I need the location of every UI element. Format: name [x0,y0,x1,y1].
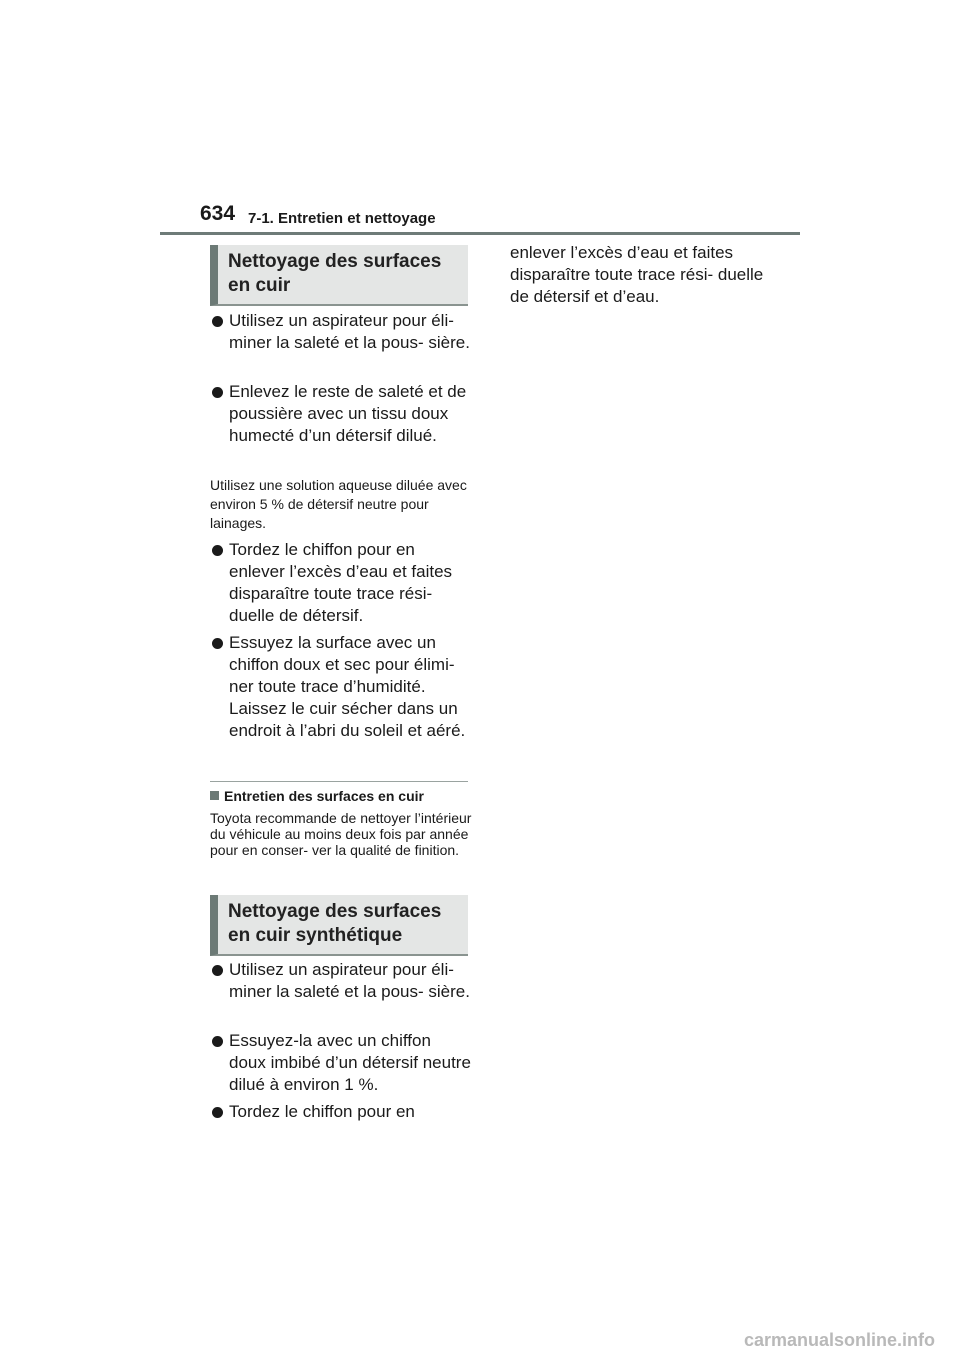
leather-bullet-1: Utilisez un aspirateur pour éli- miner la saleté et la pous- sière. [210,310,472,354]
heading-synthetic-leather-cleaning: Nettoyage des surfaces en cuir synthétique [210,895,468,956]
leather-bullet-3: Tordez le chiffon pour en enlever l’excès d’eau et faites disparaître toute trace rési- duelle de détersif. [210,539,472,627]
bullet-dot [212,1107,223,1118]
maintenance-body: Toyota recommande de nettoyer l’intérieur du véhicule au moins deux fois par année pour en conser- ver la qualité de finition. [210,810,472,858]
synthetic-bullet-3: Tordez le chiffon pour en [210,1101,472,1123]
heading-leather-cleaning: Nettoyage des surfaces en cuir [210,245,468,306]
synthetic-bullet-1: Utilisez un aspirateur pour éli- miner la saleté et la pous- sière. [210,959,472,1003]
leather-note: Utilisez une solution aqueuse diluée avec environ 5 % de détersif neutre pour lainages. [210,477,467,531]
synthetic-continuation: enlever l’excès d’eau et faites disparaître toute trace rési- duelle de détersif et d’eau. [510,243,764,306]
square-bullet-icon [210,791,219,800]
bullet-dot [212,638,223,649]
subsection-rule [210,781,468,782]
synthetic-bullet-2: Essuyez-la avec un chiffon doux imbibé d’un détersif neutre dilué à environ 1 %. [210,1030,472,1096]
leather-bullet-4: Essuyez la surface avec un chiffon doux et sec pour élimi- ner toute trace d’humidité. Laissez le cuir sécher dans un endroit à l’abri du soleil et aéré. [210,632,472,742]
bullet-dot [212,1036,223,1047]
bullet-dot [212,387,223,398]
subheading-leather-maintenance: Entretien des surfaces en cuir [210,787,472,805]
watermark: carmanualsonline.info [744,1330,936,1350]
leather-bullet-2: Enlevez le reste de saleté et de poussière avec un tissu doux humecté d’un détersif dilué. [210,381,472,447]
bullet-dot [212,545,223,556]
page-header [160,202,800,236]
section-title: 7-1. Entretien et nettoyage [248,210,436,227]
bullet-dot [212,965,223,976]
header-rule [160,232,800,235]
bullet-dot [212,316,223,327]
page-number: 634 [200,202,236,225]
